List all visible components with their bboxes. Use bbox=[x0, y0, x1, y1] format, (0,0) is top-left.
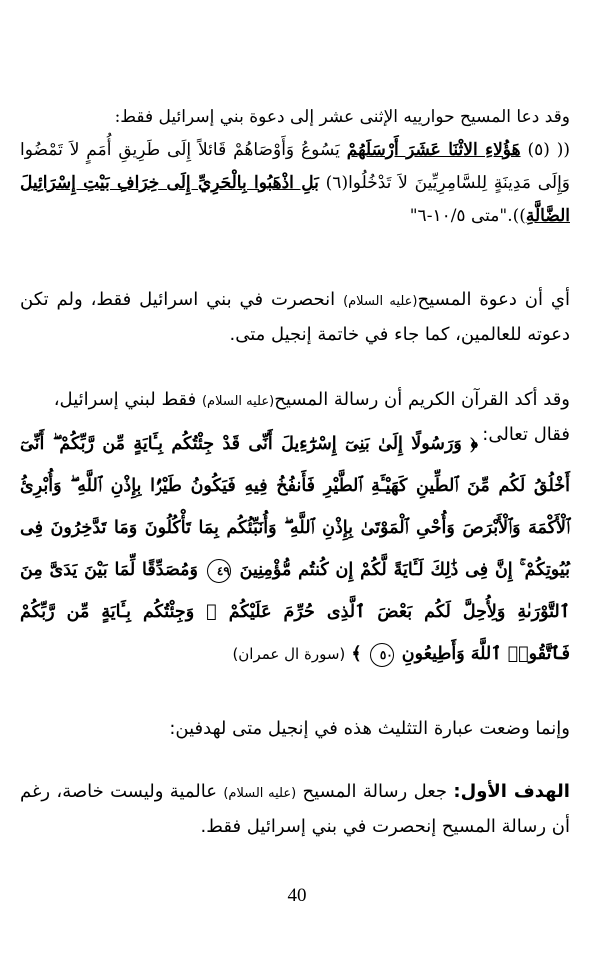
paragraph-first-purpose bbox=[20, 775, 570, 843]
citation: "متى ١٠/٥-٦" bbox=[409, 206, 508, 226]
bracket-open: ﴿ bbox=[470, 434, 479, 454]
quran-text-50: وَمُصَدِّقًا لِّمَا بَيْنَ يَدَىَّ مِنَ ٱلتَّوْرَىٰةِ وَلِأُحِلَّ لَكُم بَعْضَ ٱلَّذِى حُرِّمَ عَلَيْكُمْ ۚ وَجِئْتُكُم بِـَٔايَةٍ مِّن رَّبِّكُمْ فَٱتَّقُوا۟ ٱللَّهَ وَأَطِيعُونِ bbox=[20, 560, 570, 664]
ayah-marker-49: ٤٩ bbox=[207, 559, 231, 583]
surah-name: (سورة ال عمران) bbox=[232, 645, 346, 663]
paragraph-purposes bbox=[20, 712, 570, 745]
salam-note: (عليه السلام) bbox=[223, 786, 297, 801]
salam-note: (عليه السلام) bbox=[201, 394, 275, 409]
quote-middle: يَسُوعُ وَأَوْصَاهُمْ قَائلاً إِلَى طَرِيقِ أُمَمٍ لاَ تَمْضُوا وَإِلَى مَدِينَةٍ لِلسَّامِرِيِّينَ لاَ تَدْخُلُوا(٦) bbox=[20, 140, 571, 193]
verse-ref-5: (٥) bbox=[527, 140, 550, 160]
para2-text-b: انحصرت في بني اسرائيل فقط، ولم تكن دعوته للعالمين، كما جاء في خاتمة إنجيل متى. bbox=[20, 289, 570, 345]
ayah-marker-50: ٥٠ bbox=[370, 643, 394, 667]
salam-note: (عليه السلام) bbox=[343, 294, 418, 309]
quran-text-49: وَرَسُولًا إِلَىٰ بَنِىٓ إِسْرَٰٓءِيلَ أَنِّى قَدْ جِئْتُكُم بِـَٔايَةٍ مِّن رَّبِّكُمْ ۖ أَنِّىٓ أَخْلُقُ لَكُم مِّنَ ٱلطِّينِ كَهَيْـَٔةِ ٱلطَّيْرِ فَأَنفُخُ فِيهِ فَيَكُونُ طَيْرًۢا بِإِذْنِ ٱللَّهِ ۖ وَأُبْرِئُ ٱلْأَكْمَهَ وَٱلْأَبْرَصَ وَأُحْىِ ٱلْمَوْتَىٰ بِإِذْنِ ٱللَّهِ ۖ وَأُنَبِّئُكُم بِمَا تَأْكُلُونَ وَمَا تَدَّخِرُونَ فِى بُيُوتِكُمْ ۚ إِنَّ فِى ذَٰلِكَ لَـَٔايَةً لَّكُمْ إِن كُنتُم مُّؤْمِنِينَ bbox=[20, 434, 571, 580]
paragraph-matthew-quote bbox=[20, 101, 570, 233]
paragraph-explanation bbox=[20, 283, 570, 351]
quran-verse bbox=[20, 423, 570, 675]
para5-text-b: عالمية وليست خاصة، رغم أن رسالة المسيح إنحصرت في بني إسرائيل فقط. bbox=[20, 781, 570, 837]
para3-text-a: وقد أكد القرآن الكريم أن رسالة المسيح bbox=[274, 389, 570, 410]
bold-quote-2: بَلِ اذْهَبُوا بِالْحَرِيِّ إِلَى خِرَافِ بَيْتِ إِسْرَائِيلَ الضَّالَّةِ bbox=[20, 173, 570, 226]
para3-text-b: فقط لبني إسرائيل، bbox=[53, 389, 197, 410]
quote-close: )). bbox=[507, 206, 526, 226]
para2-text-a: أي أن دعوة المسيح bbox=[417, 289, 570, 310]
para4-text: وإنما وضعت عبارة التثليث هذه في إنجيل متى لهدفين: bbox=[169, 718, 570, 739]
quote-open: (( bbox=[556, 140, 571, 160]
intro-text: وقد دعا المسيح حوارييه الإثنى عشر إلى دعوة بني إسرائيل فقط: bbox=[114, 107, 570, 127]
bold-quote-1: هَؤُلاءِ الاثْنَا عَشَرَ أَرْسَلَهُمْ bbox=[346, 140, 521, 160]
purpose-label: الهدف الأول: bbox=[453, 781, 570, 802]
para3-text-c: فقال تعالى: bbox=[482, 424, 570, 445]
bracket-close: ﴾ bbox=[351, 644, 362, 664]
para5-text-a: جعل رسالة المسيح bbox=[302, 781, 448, 802]
page-number: 40 bbox=[287, 885, 307, 906]
